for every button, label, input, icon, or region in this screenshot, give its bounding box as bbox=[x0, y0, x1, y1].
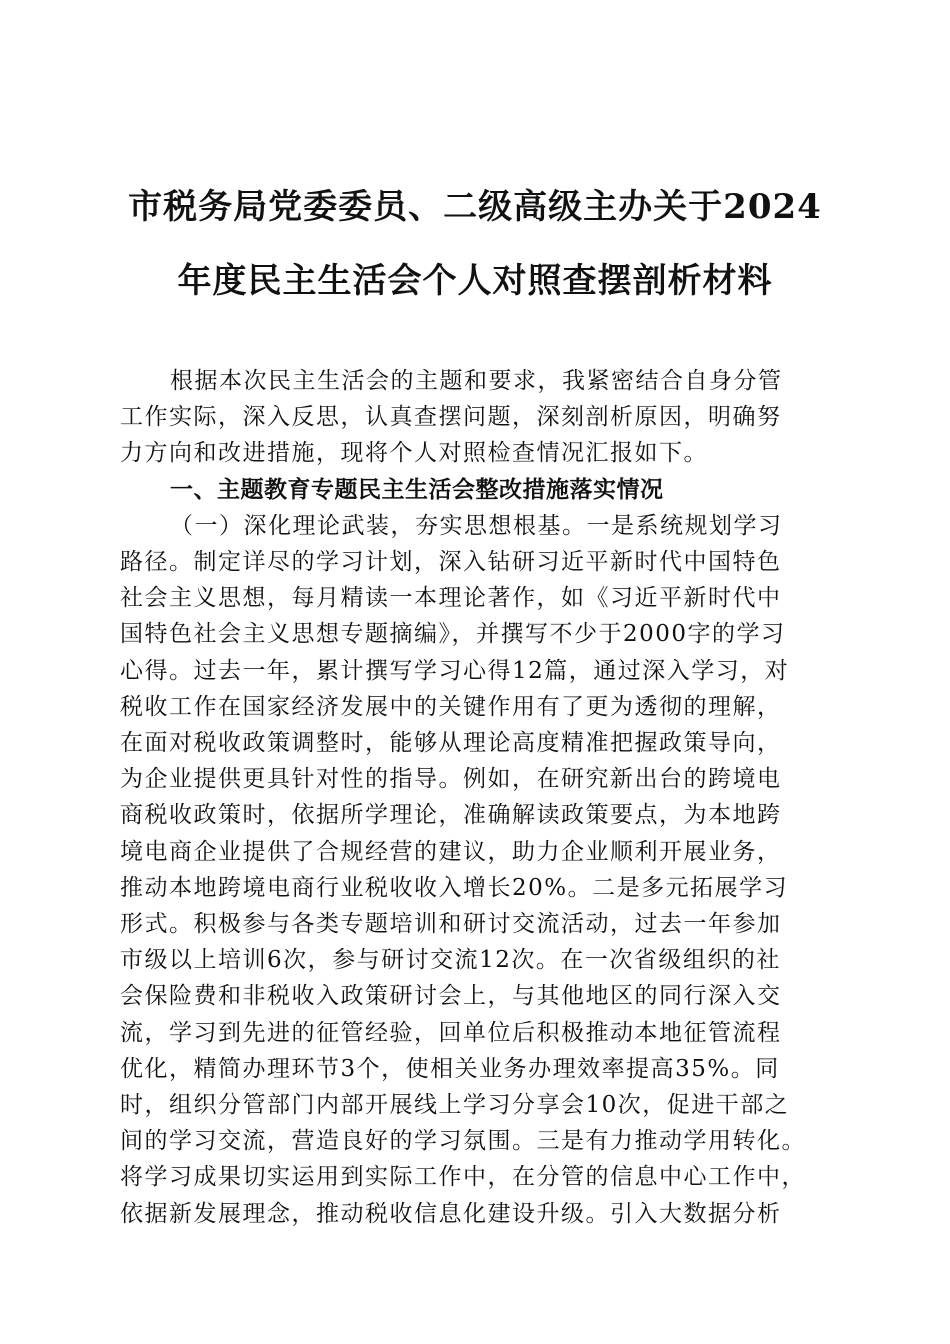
body-line: 根据本次民主生活会的主题和要求，我紧密结合自身分管 bbox=[170, 368, 783, 394]
body-line: 国特色社会主义思想专题摘编》，并撰写不少于2000字的学习 bbox=[120, 621, 786, 648]
body-line: 路径。制定详尽的学习计划，深入钻研习近平新时代中国特色 bbox=[120, 549, 782, 576]
title-line-1: 市税务局党委委员、二级高级主办关于2024 bbox=[128, 187, 822, 227]
body-line: 间的学习交流，营造良好的学习氛围。三是有力推动学用转化。 bbox=[120, 1128, 806, 1155]
title-line-2: 年度民主生活会个人对照查摆剖析材料 bbox=[177, 261, 773, 301]
body-line: 市级以上培训6次，参与研讨交流12次。在一次省级组织的社 bbox=[120, 947, 781, 974]
body-line: 在面对税收政策调整时，能够从理论高度精准把握政策导向， bbox=[120, 730, 782, 757]
body-line: 社会主义思想，每月精读一本理论著作，如《习近平新时代中 bbox=[120, 585, 782, 612]
body-line: 为企业提供更具针对性的指导。例如，在研究新出台的跨境电 bbox=[120, 766, 782, 793]
document-title bbox=[120, 170, 830, 318]
body-line: 依据新发展理念，推动税收信息化建设升级。引入大数据分析 bbox=[120, 1200, 782, 1227]
body-line: 流，学习到先进的征管经验，回单位后积极推动本地征管流程 bbox=[120, 1019, 782, 1046]
body-line: 税收工作在国家经济发展中的关键作用有了更为透彻的理解， bbox=[120, 693, 782, 720]
body-line: 心得。过去一年，累计撰写学习心得12篇，通过深入学习，对 bbox=[120, 657, 790, 684]
body-line: 推动本地跨境电商行业税收收入增长20%。二是多元拓展学习 bbox=[120, 874, 789, 901]
body-line: 商税收政策时，依据所学理论，准确解读政策要点，为本地跨 bbox=[120, 802, 782, 829]
body-line: 时，组织分管部门内部开展线上学习分享会10次，促进干部之 bbox=[120, 1092, 790, 1119]
body-line: 工作实际，深入反思，认真查摆问题，深刻剖析原因，明确努 bbox=[120, 404, 782, 431]
document-body bbox=[120, 363, 830, 1232]
body-line: 力方向和改进措施，现将个人对照检查情况汇报如下。 bbox=[120, 440, 708, 467]
section-heading: 一、主题教育专题民主生活会整改措施落实情况 bbox=[170, 476, 664, 503]
body-line: 优化，精简办理环节3个，使相关业务办理效率提高35%。同 bbox=[120, 1055, 780, 1082]
body-line: 会保险费和非税收入政策研讨会上，与其他地区的同行深入交 bbox=[120, 983, 782, 1010]
body-line: （一）深化理论武装，夯实思想根基。一是系统规划学习 bbox=[170, 512, 783, 539]
body-line: 将学习成果切实运用到实际工作中，在分管的信息中心工作中， bbox=[120, 1164, 806, 1191]
body-line: 形式。积极参与各类专题培训和研讨交流活动，过去一年参加 bbox=[120, 911, 782, 938]
body-line: 境电商企业提供了合规经营的建议，助力企业顺利开展业务， bbox=[120, 838, 782, 865]
